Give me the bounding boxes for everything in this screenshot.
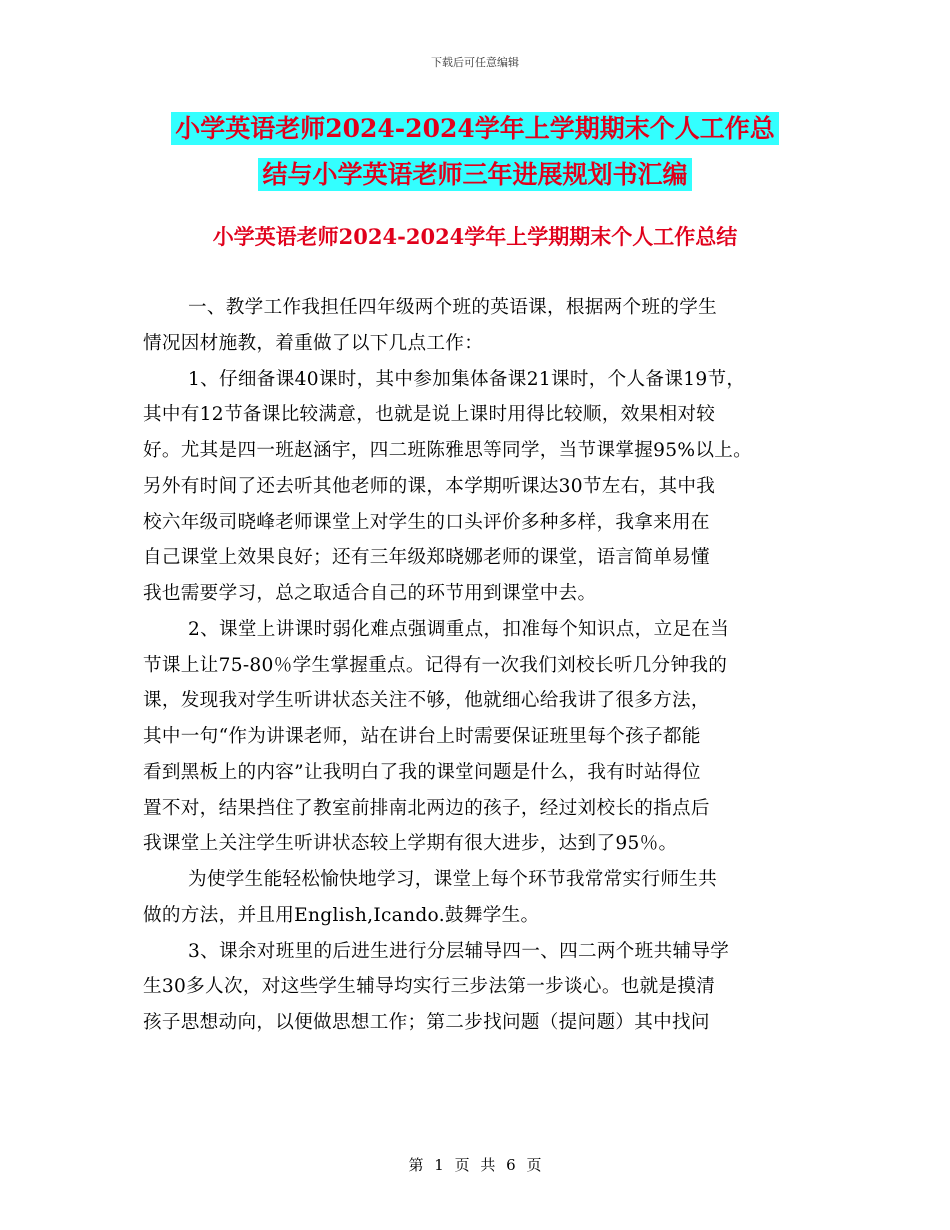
body-line: 置不对，结果挡住了教室前排南北两边的孩子，经过刘校长的指点后 [143,797,710,819]
body-line: 2、课堂上讲课时弱化难点强调重点，扣准每个知识点，立足在当 [188,618,730,640]
body-line: 好。尤其是四一班赵涵宇，四二班陈雅思等同学，当节课掌握95%以上。 [143,440,753,461]
body-line: 我也需要学习，总之取适合自己的环节用到课堂中去。 [143,583,597,604]
body-line: 校六年级司晓峰老师课堂上对学生的口头评价多种多样，我拿来用在 [143,511,710,533]
body-line: 为使学生能轻松愉快地学习，课堂上每个环节我常常实行师生共 [188,869,718,890]
body-line: 做的方法，并且用English,Icando.鼓舞学生。 [143,904,540,926]
body-line: 看到黑板上的内容”让我明白了我的课堂问题是什么，我有时站得位 [143,761,701,783]
header-note: 下载后可任意编辑 [431,56,519,69]
body-line: 情况因材施教，着重做了以下几点工作： [143,332,484,354]
section-title: 小学英语老师2024-2024学年上学期期末个人工作总结 [212,224,738,249]
body-text [143,290,843,1041]
page-footer: 第 1 页 共 6 页 [408,1156,542,1174]
body-line: 节课上让75-80％学生掌握重点。记得有一次我们刘校长听几分钟我的 [143,654,728,676]
body-line: 自己课堂上效果良好；还有三年级郑晓娜老师的课堂，语言简单易懂 [143,547,710,569]
body-line: 3、课余对班里的后进生进行分层辅导四一、四二两个班共辅导学 [188,940,730,962]
body-line: 孩子思想动向，以便做思想工作；第二步找问题（提问题）其中找问 [143,1012,710,1033]
body-line: 生30多人次，对这些学生辅导均实行三步法第一步谈心。也就是摸清 [143,976,716,998]
document-title-line-2 [0,158,950,192]
body-line: 其中一句“作为讲课老师，站在讲台上时需要保证班里每个孩子都能 [143,726,701,747]
body-line: 课，发现我对学生听讲状态关注不够，他就细心给我讲了很多方法， [143,690,710,712]
body-line: 其中有12节备课比较满意，也就是说上课时用得比较顺，效果相对较 [143,404,716,426]
document-title-line-1 [0,112,950,146]
body-line: 另外有时间了还去听其他老师的课，本学期听课达30节左右，其中我 [143,475,716,497]
document-title-text-2: 结与小学英语老师三年进展规划书汇编 [258,158,691,191]
body-line: 1、仔细备课40课时，其中参加集体备课21课时，个人备课19节， [188,368,746,390]
document-title-text-1: 小学英语老师2024-2024学年上学期期末个人工作总 [171,112,779,145]
body-line: 一、教学工作我担任四年级两个班的英语课，根据两个班的学生 [188,297,718,318]
body-line: 我课堂上关注学生听讲状态较上学期有很大进步，达到了95％。 [143,833,678,855]
